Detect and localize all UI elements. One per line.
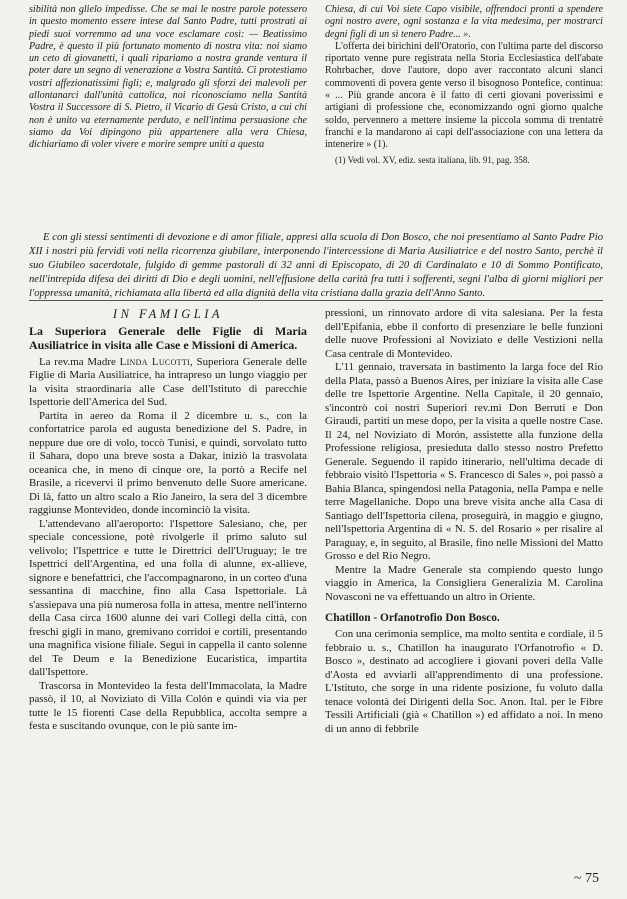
top-left-italic-text: sibilità non glielo impedisse. Che se mai le nostre parole potessero in questo momento essere intese dal Santo Padre, tutti prostrati ai piedi suoi vorremmo ad una voce esclamare così: — Beatissimo Padre, è questo il più fortunato momento di nostra vita: noi siamo un ceto di giovanetti, i quali ripariamo a nostra grande ventura il poter dare un segno di venerazione a Vostra Santità. Ci protestiamo vostri affezionatissimi figli; e, malgrado gli sforzi dei malevoli per allontanarci dall'unità cattolica, noi riconosciamo nella Santità Vostra il Successore di S. Pietro, il Vicario di Gesù Cristo, a cui chi non è unito va eternamente perduto, e nell'intima persuasione che siamo da Voi dipingono più appartenere alla vera Chiesa, dichiariamo di voler vivere e morire sempre uniti a questa [29, 4, 307, 151]
paragraph: L'attendevano all'aeroporto: l'Ispettore Salesiano, che, per speciale concessione, potè rivolgerle il primo saluto sul velivolo; l'Ispettrice e tutte le Direttrici dell'Uruguay; le tre Ispettrici dell'Argentina, ed una folla di alunne, ex-allieve, signore e benefattrici, che l'accompagnarono, in un corteo d'una sessantina di macchine, fino alla Casa Ispettoriale. Là s'assiepava una più numerosa folla in attesa, mentre nell'interno della Casa circa 1600 alunne dei vari Collegi della città, con freschi gigli in mano, gremivano corridoi e cortili, presentando una magnifica visione filiale. Seguì in cappella il canto solenne del Te Deum e la Benedizione Eucaristica, impartita dall'Ispettore. [29, 517, 307, 679]
article-heading-2: Chatillon - Orfanotrofio Don Bosco. [325, 612, 500, 624]
body-right-column [325, 307, 603, 736]
paragraph: L'11 gennaio, traversata in bastimento la larga foce del Rio della Plata, passò a Buenos Aires, per iniziare la visita alle Case delle tre Ispettorie Argentine. Nella Capitale, il 20 gennaio, s'incontrò coi nostri Superiori rev.mi Don Berruti e Don Giraudi, partiti un mese dopo, per la visita a quelle nostre Case. Il 24, nel Noviziato di Morón, assistette alla funzione della Professione religiosa, presieduta dallo stesso nostro Prefetto Generale. Seguendo il rapido itinerario, nell'ultima decade di febbraio visitò l'Ispettoria « S. Francesco di Sales », poi passò a Bahia Blanca, spingendosi nella Patagonia, nella Pampa e nelle terre Magellaniche. Dopo una breve visita anche alla Casa di Santiago dell'Ispettoria cilena, proseguirà, in maggio e giugno, nell'Ispettoria Argentina di « N. S. del Rosario » per risalire al Paraguay, e, in seguito, al Brasile, fino nelle Missioni del Matto Grosso e del Rio Negro. [325, 361, 603, 562]
body-left-column [29, 307, 307, 736]
top-right-italic-text: Chiesa, di cui Voi siete Capo visibile, offrendoci pronti a spendere ogni nostro avere, ogni sostanza e la vita medesima, per mostrarci degni figli di un sì tenero Padre... ». [325, 4, 603, 40]
section-label: IN FAMIGLIA [112, 307, 224, 321]
person-name: Linda Lucotti [119, 355, 190, 368]
paragraph: Con una cerimonia semplice, ma molto sentita e cordiale, il 5 febbraio u. s., Chatillon ha inaugurato l'Orfanotrofio « D. Bosco », destinato ad accogliere i giovani poveri della Valle d'Aosta ed avviarli all'apprendimento di una professione. L'Istituto, che sorge in una ridente posizione, fu voluto dalla tenace volontà dei Dirigenti della Soc. Anon. Ital. per le Fibre Tessili Artificiali (già « Chatillon ») ed affidato a noi. In meno di un anno di febbrile [325, 628, 603, 735]
page-number: ~ 75 [573, 871, 599, 886]
top-left-column [29, 4, 307, 166]
paragraph: Trascorsa in Montevideo la festa dell'Immacolata, la Madre passò, il 10, al Noviziato di Villa Colón e quindi via via per tutte le 15 fiorenti Case della Repubblica, accolta sempre a festa e suscitando ovunque, con le più sante im- [29, 679, 307, 733]
paragraph: pressioni, un rinnovato ardore di vita salesiana. Per la festa dell'Epifania, ebbe il conforto di presenziare le belle funzioni delle nuove Professioni al Noviziato e delle Vestizioni nella Casa centrale di Montevideo. [325, 307, 603, 360]
paragraph: Partita in aereo da Roma il 2 dicembre u. s., con la confortatrice parola ed augusta benedizione del S. Padre, in neppure due ore di volo, toccò Tunisi, e quindi, sorvolato tutto il Sahara, dopo una breve sosta a Dakar, iniziò la trasvolata oceanica che, in meno di cinque ore, la portò a Recife nel Brasile, a ricevervi il primo benvenuto delle Suore americane. Di là, fatto un altro scalo a Rio Janeiro, la sera del 3 dicembre raggiunse Montevideo, donde incominciò la visita. [29, 409, 307, 517]
article-heading: La Superiora Generale delle Figlie di Maria Ausiliatrice in visita alle Case e Missioni di America. [29, 324, 307, 353]
top-columns [29, 4, 603, 166]
body-columns [29, 307, 603, 736]
top-right-paragraph: L'offerta dei birichini dell'Oratorio, con l'ultima parte del discorso riportato venne pure registrata nella Storia Ecclesiastica dell'abate Rohrbacher, dove l'autore, dopo aver raccontato alcuni slanci commoventi di povera gente verso il bisognoso Pontefice, continua: « ... Più grande ancora è il fatto di certi giovani poverissimi e artigiani di professione che, economizzando ogni giorno qualche soldo, pervennero a mettere insieme la piccola somma di trentatrè franchi e la mandarono ai capi dell'associazione con una lettera da intenerire » (1). [325, 40, 603, 151]
top-right-column [325, 4, 603, 166]
paragraph [29, 356, 307, 410]
section-divider [29, 300, 603, 301]
footnote: (1) Vedi vol. XV, ediz. sesta italiana, lib. 91, pag. 358. [335, 154, 530, 165]
paragraph-text: , Superiora Generale delle Figlie di Maria Ausiliatrice, ha intrapreso un lungo viaggio per la visita straordinaria alle Case dell'Istituto di parecchie Ispettorie dell'America del Sud. [29, 355, 307, 409]
paragraph-text: La rev.ma Madre [39, 355, 120, 368]
wide-italic-paragraph: E con gli stessi sentimenti di devozione e di amor filiale, appresi alla scuola di Don Bosco, che noi presentiamo al Santo Padre Pio XII i nostri più fervidi voti nella ricorrenza giubilare, interponendo l'intercessione di Maria Ausiliatrice e del nostro Santo, perchè il suo Giubileo sacerdotale, fulgido di gemme pastorali di 32 anni di Episcopato, di 20 di Cardinalato e 10 di Sommo Pontificato, nell'intrepida difesa dei diritti di Dio e degli uomini, nell'effusione della carità fra tutti i sofferenti, segni l'alba di giorni migliori per l'oppressa umanità, richiamata alla libertà ed alla dignità della vita cristiana dalla grazia dell'Anno Santo. [29, 232, 603, 299]
paragraph: Mentre la Madre Generale sta compiendo questo lungo viaggio in America, la Consigliera Generalizia M. Carolina Novasconi ne va effettuando un altro in Oriente. [325, 563, 603, 603]
